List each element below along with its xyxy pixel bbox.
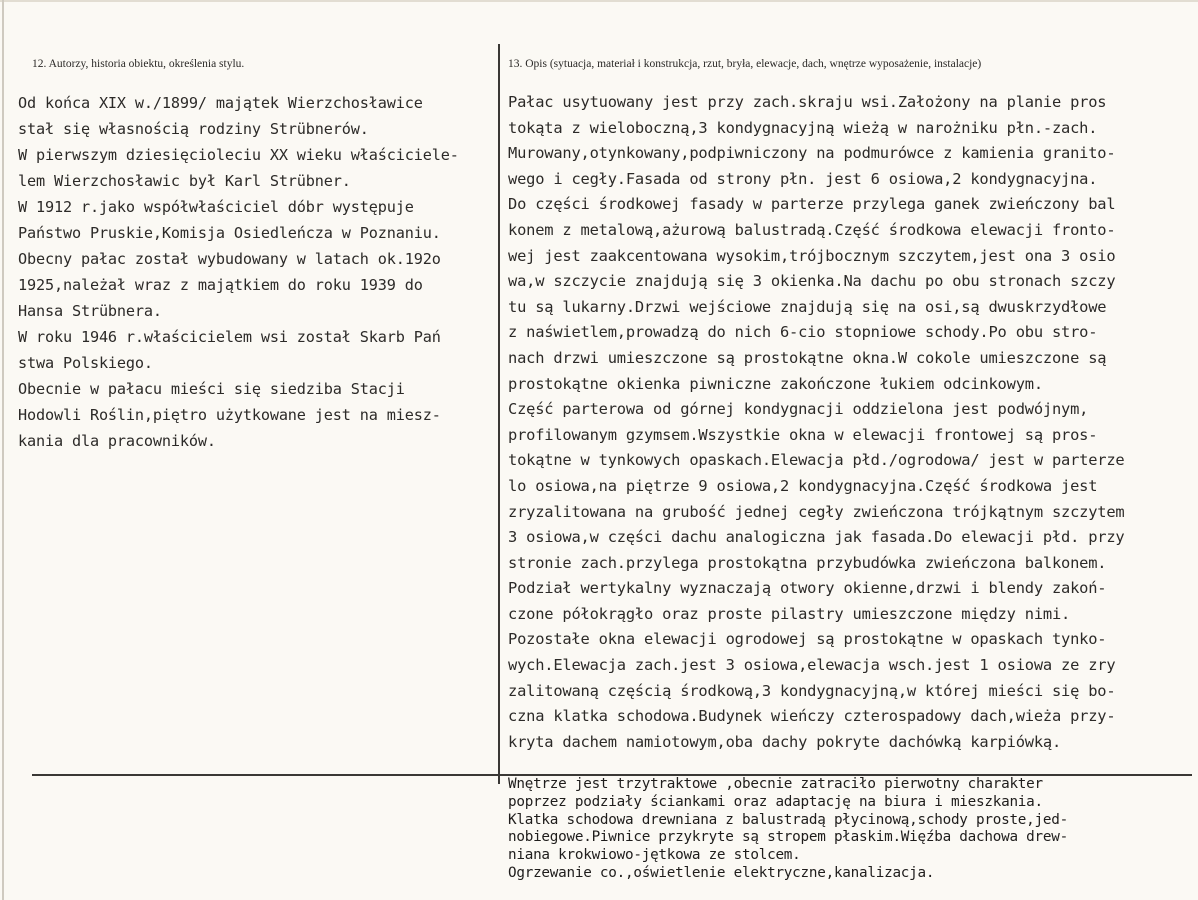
section-12-heading: 12. Autorzy, historia obiektu, określenia stylu. (32, 58, 245, 70)
history-line: Od końca XIX w./1899/ majątek Wierzchosławice (18, 94, 423, 112)
description-line: Pałac usytuowany jest przy zach.skraju wsi.Założony na planie pros (508, 93, 1107, 111)
description-line: wej jest zaakcentowana wysokim,trójbocznym szczytem,jest ona 3 osio (508, 246, 1116, 265)
interior-line: Klatka schodowa drewniana z balustradą płycinową,schody proste,jed- (508, 811, 1068, 828)
description-line: z naświetlem,prowadzą do nich 6-cio stopniowe schody.Po obu stro- (508, 323, 1098, 342)
history-line: Obecnie w pałacu mieści się siedziba Stacji (18, 380, 405, 398)
description-line: 3 osiowa,w części dachu analogiczna jak fasada.Do elewacji płd. przy (508, 528, 1125, 547)
description-line: kryta dachem namiotowym,oba dachy pokryte dachówką karpiówką. (508, 732, 1062, 751)
description-line: prostokątne okienka piwniczne zakończone łukiem odcinkowym. (508, 374, 1043, 393)
history-line: Hodowli Roślin,piętro użytkowane jest na miesz- (18, 406, 441, 424)
history-line: Hansa Strübnera. (18, 302, 162, 320)
interior-line: poprzez podziały ściankami oraz adaptację na biura i mieszkania. (508, 793, 1043, 810)
history-line: W pierwszym dziesięcioleciu XX wieku właściciele- (18, 146, 459, 164)
description-line: wych.Elewacja zach.jest 3 osiowa,elewacja wsch.jest 1 osiowa ze zry (508, 656, 1116, 675)
history-line: 1925,należał wraz z majątkiem do roku 1939 do (18, 276, 423, 294)
history-line: stał się własnością rodziny Strübnerów. (18, 120, 369, 138)
description-line: nach drzwi umieszczone są prostokątne okna.W cokole umieszczone są (508, 348, 1107, 367)
column-divider (498, 44, 500, 784)
section-13-heading: 13. Opis (sytuacja, materiał i konstrukcja, rzut, bryła, elewacje, dach, wnętrze wyposażenie, instalacje) (508, 58, 982, 70)
description-line: tokąta z wieloboczną,3 kondygnacyjną wieżą w narożniku płn.-zach. (508, 118, 1098, 137)
description-line: zalitowaną częścią środkową,3 kondygnacyjną,w której mieści się bo- (508, 681, 1116, 700)
history-line: Państwo Pruskie,Komisja Osiedleńcza w Poznaniu. (18, 224, 441, 242)
description-line: wego i cegły.Fasada od strony płn. jest 6 osiowa,2 kondygnacyjna. (508, 169, 1098, 188)
interior-line: nobiegowe.Piwnice przykryte są stropem płaskim.Więźba dachowa drew- (508, 829, 1068, 846)
history-text (18, 90, 494, 454)
description-line: czone półokrągło oraz proste pilastry umieszczone między nimi. (508, 604, 1071, 623)
interior-text (508, 776, 1188, 883)
page-left-edge (2, 0, 4, 900)
description-line: Podział wertykalny wyznaczają otwory okienne,drzwi i blendy zakoń- (508, 579, 1107, 598)
description-line: Część parterowa od górnej kondygnacji oddzielona jest podwójnym, (508, 400, 1089, 419)
history-line: kania dla pracowników. (18, 432, 216, 450)
interior-line: Ogrzewanie co.,oświetlenie elektryczne,kanalizacja. (508, 864, 935, 881)
history-line: stwa Polskiego. (18, 354, 153, 372)
description-line: konem z metalową,ażurową balustradą.Część środkowa elewacji fronto- (508, 220, 1116, 239)
history-line: Obecny pałac został wybudowany w latach ok.192o (18, 250, 441, 268)
history-line: lem Wierzchosławic był Karl Strübner. (18, 172, 351, 190)
interior-line: niana krokwiowo-jętkowa ze stolcem. (508, 847, 801, 864)
description-line: zryzalitowana na grubość jednej cegły zwieńczona trójkątnym szczytem (508, 502, 1125, 521)
description-line: lo osiowa,na piętrze 9 osiowa,2 kondygnacyjna.Część środkowa jest (508, 476, 1098, 495)
description-line: Pozostałe okna elewacji ogrodowej są prostokątne w opaskach tynko- (508, 630, 1107, 649)
description-line: Do części środkowej fasady w parterze przylega ganek zwieńczony bal (508, 195, 1116, 214)
description-line: stronie zach.przylega prostokątna przybudówka zwieńczona balkonem. (508, 553, 1107, 572)
description-line: czna klatka schodowa.Budynek wieńczy czterospadowy dach,wieża przy- (508, 707, 1116, 726)
description-line: wa,w szczycie znajdują się 3 okienka.Na dachu po obu stronach szczy (508, 272, 1116, 291)
interior-line: Wnętrze jest trzytraktowe ,obecnie zatraciło pierwotny charakter (508, 776, 1043, 792)
description-line: Murowany,otynkowany,podpiwniczony na podmurówce z kamienia granito- (508, 144, 1116, 163)
history-line: W roku 1946 r.właścicielem wsi został Skarb Pań (18, 328, 441, 346)
description-line: tu są lukarny.Drzwi wejściowe znajdują się na osi,są dwuskrzydłowe (508, 297, 1107, 316)
history-line: W 1912 r.jako współwłaściciel dóbr występuje (18, 198, 414, 216)
description-line: tokątne w tynkowych opaskach.Elewacja płd./ogrodowa/ jest w parterze (508, 451, 1125, 470)
description-line: profilowanym gzymsem.Wszystkie okna w elewacji frontowej są pros- (508, 425, 1098, 444)
description-text (508, 90, 1196, 755)
page-top-edge (0, 0, 1198, 2)
